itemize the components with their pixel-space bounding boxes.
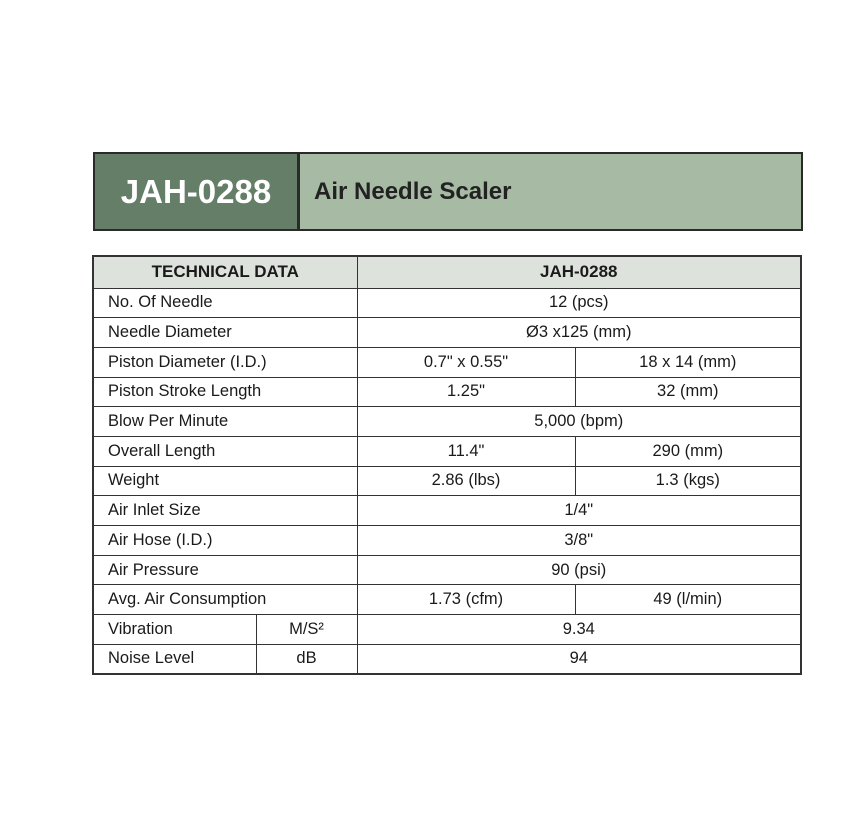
- product-banner: [93, 152, 803, 231]
- table-row: [93, 407, 801, 437]
- row-unit: M/S²: [256, 615, 357, 645]
- table-row: [93, 585, 801, 615]
- table-row: [93, 644, 801, 674]
- header-label: TECHNICAL DATA: [93, 256, 357, 288]
- row-metric-value: 18 x 14 (mm): [575, 347, 801, 377]
- row-imperial-value: 1.25": [357, 377, 575, 407]
- row-label: Air Hose (I.D.): [93, 526, 357, 556]
- row-value: 90 (psi): [357, 555, 801, 585]
- row-label: Piston Diameter (I.D.): [93, 347, 357, 377]
- row-label: Avg. Air Consumption: [93, 585, 357, 615]
- row-metric-value: 1.3 (kgs): [575, 466, 801, 496]
- row-label: Weight: [93, 466, 357, 496]
- row-value: 94: [357, 644, 801, 674]
- table-row: [93, 466, 801, 496]
- row-imperial-value: 1.73 (cfm): [357, 585, 575, 615]
- row-label: Overall Length: [93, 436, 357, 466]
- technical-data-table: [92, 255, 802, 675]
- row-label: Noise Level: [93, 644, 256, 674]
- row-label: Blow Per Minute: [93, 407, 357, 437]
- row-label: No. Of Needle: [93, 288, 357, 318]
- row-value: 12 (pcs): [357, 288, 801, 318]
- row-unit: dB: [256, 644, 357, 674]
- row-value: 5,000 (bpm): [357, 407, 801, 437]
- table-row: [93, 318, 801, 348]
- row-imperial-value: 0.7" x 0.55": [357, 347, 575, 377]
- row-label: Needle Diameter: [93, 318, 357, 348]
- row-label: Air Inlet Size: [93, 496, 357, 526]
- header-model: JAH-0288: [357, 256, 801, 288]
- row-metric-value: 49 (l/min): [575, 585, 801, 615]
- table-row: [93, 555, 801, 585]
- row-imperial-value: 11.4": [357, 436, 575, 466]
- row-value: 3/8": [357, 526, 801, 556]
- row-value: 1/4": [357, 496, 801, 526]
- table-header-row: [93, 256, 801, 288]
- model-code: JAH-0288: [95, 154, 300, 229]
- product-name: Air Needle Scaler: [300, 154, 801, 229]
- row-label: Piston Stroke Length: [93, 377, 357, 407]
- table-row: [93, 377, 801, 407]
- row-metric-value: 290 (mm): [575, 436, 801, 466]
- row-value: 9.34: [357, 615, 801, 645]
- table-row: [93, 436, 801, 466]
- row-label: Air Pressure: [93, 555, 357, 585]
- table-row: [93, 496, 801, 526]
- row-imperial-value: 2.86 (lbs): [357, 466, 575, 496]
- table-row: [93, 288, 801, 318]
- row-value: Ø3 x125 (mm): [357, 318, 801, 348]
- table-row: [93, 615, 801, 645]
- row-label: Vibration: [93, 615, 256, 645]
- row-metric-value: 32 (mm): [575, 377, 801, 407]
- table-row: [93, 526, 801, 556]
- table-row: [93, 347, 801, 377]
